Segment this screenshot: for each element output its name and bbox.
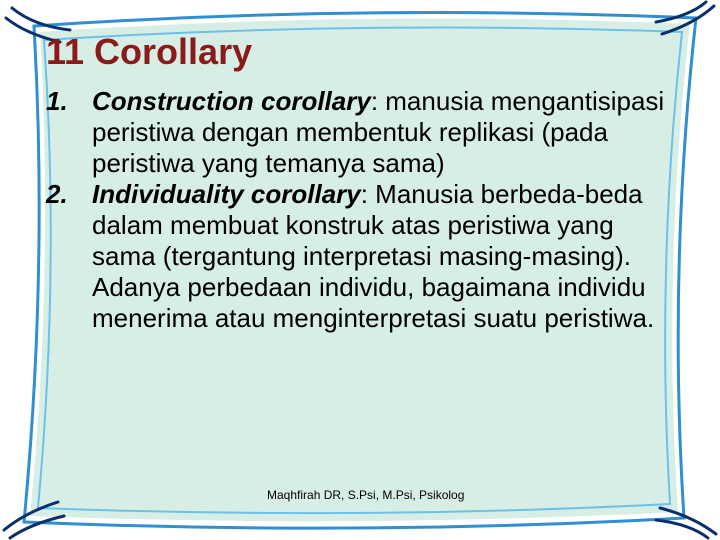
item-term: Individuality corollary [92,179,361,209]
footer-author: Maqhfirah DR, S.Psi, M.Psi, Psikolog [267,488,465,502]
item-number: 1. [46,86,68,116]
list-item-individuality [46,179,676,334]
item-text: : manusia mengantisipasi peristiwa dengan membentuk replikasi (pada peristiwa yang temanya sama) [92,86,665,178]
slide-title: 11 Corollary [46,31,253,72]
list-item-construction [46,86,676,179]
item-text: : Manusia berbeda-beda dalam membuat konstruk atas peristiwa yang sama (tergantung interpretasi masing-masing). Adanya perbedaan individu, bagaimana individu menerima atau menginterpretasi suatu peristiwa. [92,179,655,333]
corollary-list [46,86,676,334]
item-term: Construction corollary [92,86,371,116]
item-number: 2. [46,179,68,209]
